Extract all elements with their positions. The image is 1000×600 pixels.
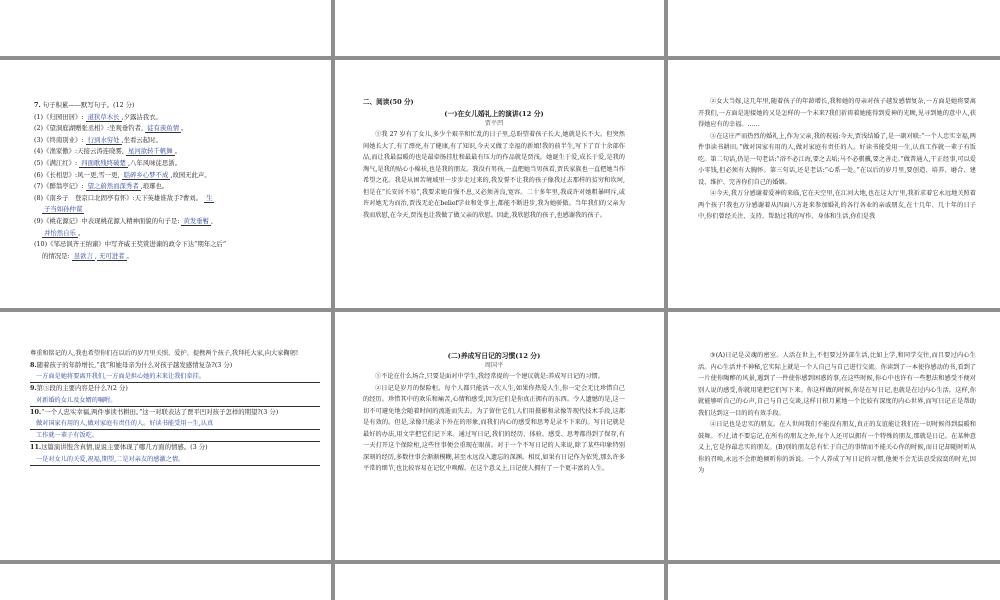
question-7-item-10-cont: 的情况是: 虽欲言 , 无可进者 。 [42,251,133,260]
question-10: 10.“一个人忠实幸福,两件事读书耕田。”这一对联表达了贾平凹对孩子怎样的期望?(3 分) [30,407,279,416]
question-7-item: (1)《归园田居》: 道狭草木长 ,夕露沾我衣。 [34,112,162,121]
page-panel-mid-left [0,60,331,308]
page-panel-mid-right [668,60,1000,308]
page-panel-bottom-right [668,312,1000,560]
passage-2-paragraph-2: ②日记是岁月的保险柜。每个人都只能活一次人生,如果你热爱人生,你一定会无比珍惜自己的经历。珍惜其中的欢乐和痛苦,心情和感受,因为它们是你真正拥有的东西。令人遗憾的是,这一切不可避免地会随着时间的流逝而失去。为了留住它们,人们用摄影和录像等现代技术手段,这都是有效的。但是,录像只能录下外在的形象,而我们内心的感受和思考是录不下来的。写日记就是最好的办法,用文字把它们记下来。通过写日记,我们的经历、体验、感受、思考都得到了保存,有一天打开这个保险柜,这些往事便会重现在眼前。对于一个不写日记的人来说,除了某些印象特别深刻的经历,多数往事会渐渐模糊,甚至永远没入遗忘的深渊。相反,如果有日记作为依凭,那么许多平常的细节,也比较容易在记忆中唤醒。在这个意义上,日记使人拥有了一个更丰富的人生。 [363,384,625,472]
question-7-item-8-cont: 子当如孙仲谋 [44,205,83,214]
fill-in-answer: 望之蔚然而深秀者 [87,182,139,191]
page-panel-lower-right [668,564,1000,600]
question-9-answer: 对新婚的女儿及女婿的嘱咐。 [30,395,320,407]
passage-2-author: 周国平 [484,362,504,369]
passage-1-title: (一)在女儿婚礼上的演讲(12 分) [444,110,544,118]
question-7-item: (3)《终南别业》: 行到水穷处 ,坐看云起时。 [34,135,162,144]
passage-1-ending: 尊重和铭记的人,我也希望你们在以后的岁月里关照、爱护、提携两个孩子,我拜托大家,向大家鞠躬! [30,350,299,357]
fill-in-answer: 星河欲转千帆舞 [127,147,173,156]
fill-in-answer: 四面歌残终破楚 [81,158,126,167]
page-panel-top-middle [335,0,664,56]
question-7-item: (4)《渔家傲》:天接云涛连晓雾, 星河欲转千帆舞 。 [34,147,182,156]
passage-2-paragraph-1: ①不论在什么场合,只要是面对中学生,我经常提的一个建议就是:养成写日记的习惯。 [375,373,604,380]
page-panel-top-right [668,0,1000,56]
page-panel-lower-left [0,564,331,600]
fill-in-answer: 徒有羡鱼情 [147,124,180,133]
question-11-answer: 一是对女儿的关爱,祝福,期望,二是对亲友的感激之情。 [30,454,320,466]
question-7-heading: 7. 句子积累——默写句子。(12 分) [34,101,135,109]
passage-1-paragraph-2: ②女大当嫁,这几年里,随着孩子的年龄增长,我和她的母亲对孩子越发感情复杂,一方面是她将要离开我们,一方面是迎接她的又是怎样的一个未来?我们祈祷着她能得到爱神的光顾,见寻到她的意中人,获得她应有的幸福。…… [698,98,976,128]
page-panel-mid-middle [335,60,664,308]
question-7-item-10: (10)《邹忌讽齐王纳谏》中写齐威王奖赏进谏的政令下达“期年之后” [34,240,227,249]
fill-in-answer: 聒碎乡心梦不成 [123,170,169,179]
question-7-item-8: (8)《南乡子 登京口北固亭有怀》:天下英雄谁敌手?曹刘。 生 [34,193,213,202]
question-9: 9.第③段的主要内容是什么?(2 分) [30,384,128,393]
fill-in-answer: 行到水穷处 [87,135,120,144]
page-panel-bottom-left [0,312,331,560]
question-7-item: (2)《望洞庭湖赠张丞相》:坐观垂钓者, 徒有羡鱼情 。 [34,124,188,133]
passage-2-title: (二)养成写日记的习惯(12 分) [447,352,541,360]
question-7-item: (5)《满江红》: 四面歌残终破楚 ,八年风味徒思浙。 [34,158,182,167]
question-8: 8.随着孩子的年龄增长,“我”和她母亲为什么对孩子越发感情复杂?(3 分) [30,360,233,369]
passage-1-paragraph-4: ④今天,我万分感谢着爱神的来临,它在天空里,在江河大地,也在这大厅里,我祈求着它永远地关照着两个孩子!我也万分感谢着从四面八方赶来参加婚礼的各行各业的亲戚朋友,在十几年、几十年的日子中,你们曾经关注、支持、帮助过我的写作、身体和生活,你们是我 [698,190,976,220]
passage-1-paragraph-1: ①我 27 岁有了女儿,多少个艰辛和忙乱的日子里,总盼望着孩子长大,她就是长不大。但突然间她长大了,有了漂亮,有了健康,有了知识,今天又做了幸福的新娘!我的前半生,写下了百十余部作品,而让我最温暖的也是最牵肠挂肚和最最有压力的作品就是贾浅。她诞生于爱,成长于爱,是我的淘气,是我的贴心小棉袄,也是我的朋友。我没有男孩,一直把她当男孩看,贾氏家族也一直把她当作希望之花。我是从困苦境域里一步步走过来的,我发誓不让我的孩子像我过去那样的贫穷和坎坷,但是在“长安居不易”,我要求她自强不息,又必须善良,宽容。二十多年里,我或许对她粗暴呵斥,或许对她无为而治,贾浅无论在belief学业和处事上,都能不断进步,我为她骄傲。当年我们的父亲为我而欣慰,在今天,贾浅也让我做了做父亲的欣慰。因此,我欣慰我的孩子,也感谢我的孩子。 [363,131,625,219]
reading-section-heading: 二、阅读(50 分) [363,98,414,106]
question-10-answer-line-2: 工作就一辈子有饭吃。 [30,430,320,442]
question-7-item-9-cont: 并怡然自乐 。 [44,228,85,237]
question-11: 11.这篇演讲饱含真情,说说主要体现了哪几方面的情感。(3 分) [30,443,208,452]
question-7-item-9: (9)《桃花源记》中表现桃花源人精神面貌的句子是: 黄发垂髫 , [34,216,214,225]
passage-2-paragraph-4: ④日记也是忠实的朋友。在人世间我们不能没有朋友,真正的友谊能让我们在一切时候得到温暖和鼓舞。不过,请不要忘记,在所有的朋友之外,每个人还可以拥有一个特殊的朋友,那就是日记。在某种意义上,它是你最忠实的朋友。(B)别的朋友总有忙于自己的事情而不能关心你的时候,而日记却随时听从你的召唤,永远不会拒绝倾听你的诉说。一个人养成了写日记的习惯,他便不会无法忍受寂寞的时光,因为 [698,421,976,474]
fill-in-answer: 道狭草木长 [87,112,120,121]
question-10-answer-line-1: 做对国家有用的人,做对家庭有责任的人。好读书能受用一生,认真 [30,418,320,430]
question-7-item: (7)《醉翁亭记》: 望之蔚然而深秀者 ,琅琊也。 [34,182,169,191]
question-7-item: (6)《长相思》:风一更,雪一更, 聒碎乡心梦不成 ,故园无此声。 [34,170,211,179]
page-panel-lower-middle [335,564,664,600]
page-panel-top-left [0,0,331,56]
passage-2-paragraph-3: ③(A)日记是灵魂的密室。人活在世上,不但要过外部生活,比如上学,和同学交往,而且要过内心生活。内心生活并不神秘,它实际上就是一个人自己与自己进行交流。你读到了一本使你感动的书,看到了一片使你陶醉的风景,遇到了一件使你感到困惑的事,在这些时候,你心中也许有一些想法和感受不便对别人说的感受,你就用笔把它们写下来。你这样做的时候,你是在写日记,也就是在过内心生活。这样,你就能够听自己的心声,自己与自己交谈,这样日积月累地一个比较有深度的内心世界,而写日记正是帮助我们达到这一目的的有效手段。 [698,352,976,417]
passage-1-paragraph-3: ③在这庄严而热烈的婚礼上,作为父亲,我的祝福:今天,贾浅结婚了,是一副对联:“一个人忠实幸福,两件事读书耕田。”做对国家有用的人,做对家庭有责任的人。好读书能受用一生,认真工作就一辈子有饭吃。第二句话,仍是一句老话:“浴不必江海,要之去垢;马不必骐骥,要之善走。”做普通人,干正经事,可以爱小零钱,但必须有大胸怀。第三句话,还是老话:“心系一处。”在以后的岁月里,要创造、培养、磨合、建设、维护、完善你们自己的婚姻。 [698,132,976,186]
passage-1-author: 贾平凹 [484,120,504,127]
question-8-answer: 一方面是她将要离开我们,一方面是担心她的未来让我们牵挂。 [30,371,320,383]
page-panel-bottom-middle [335,312,664,560]
